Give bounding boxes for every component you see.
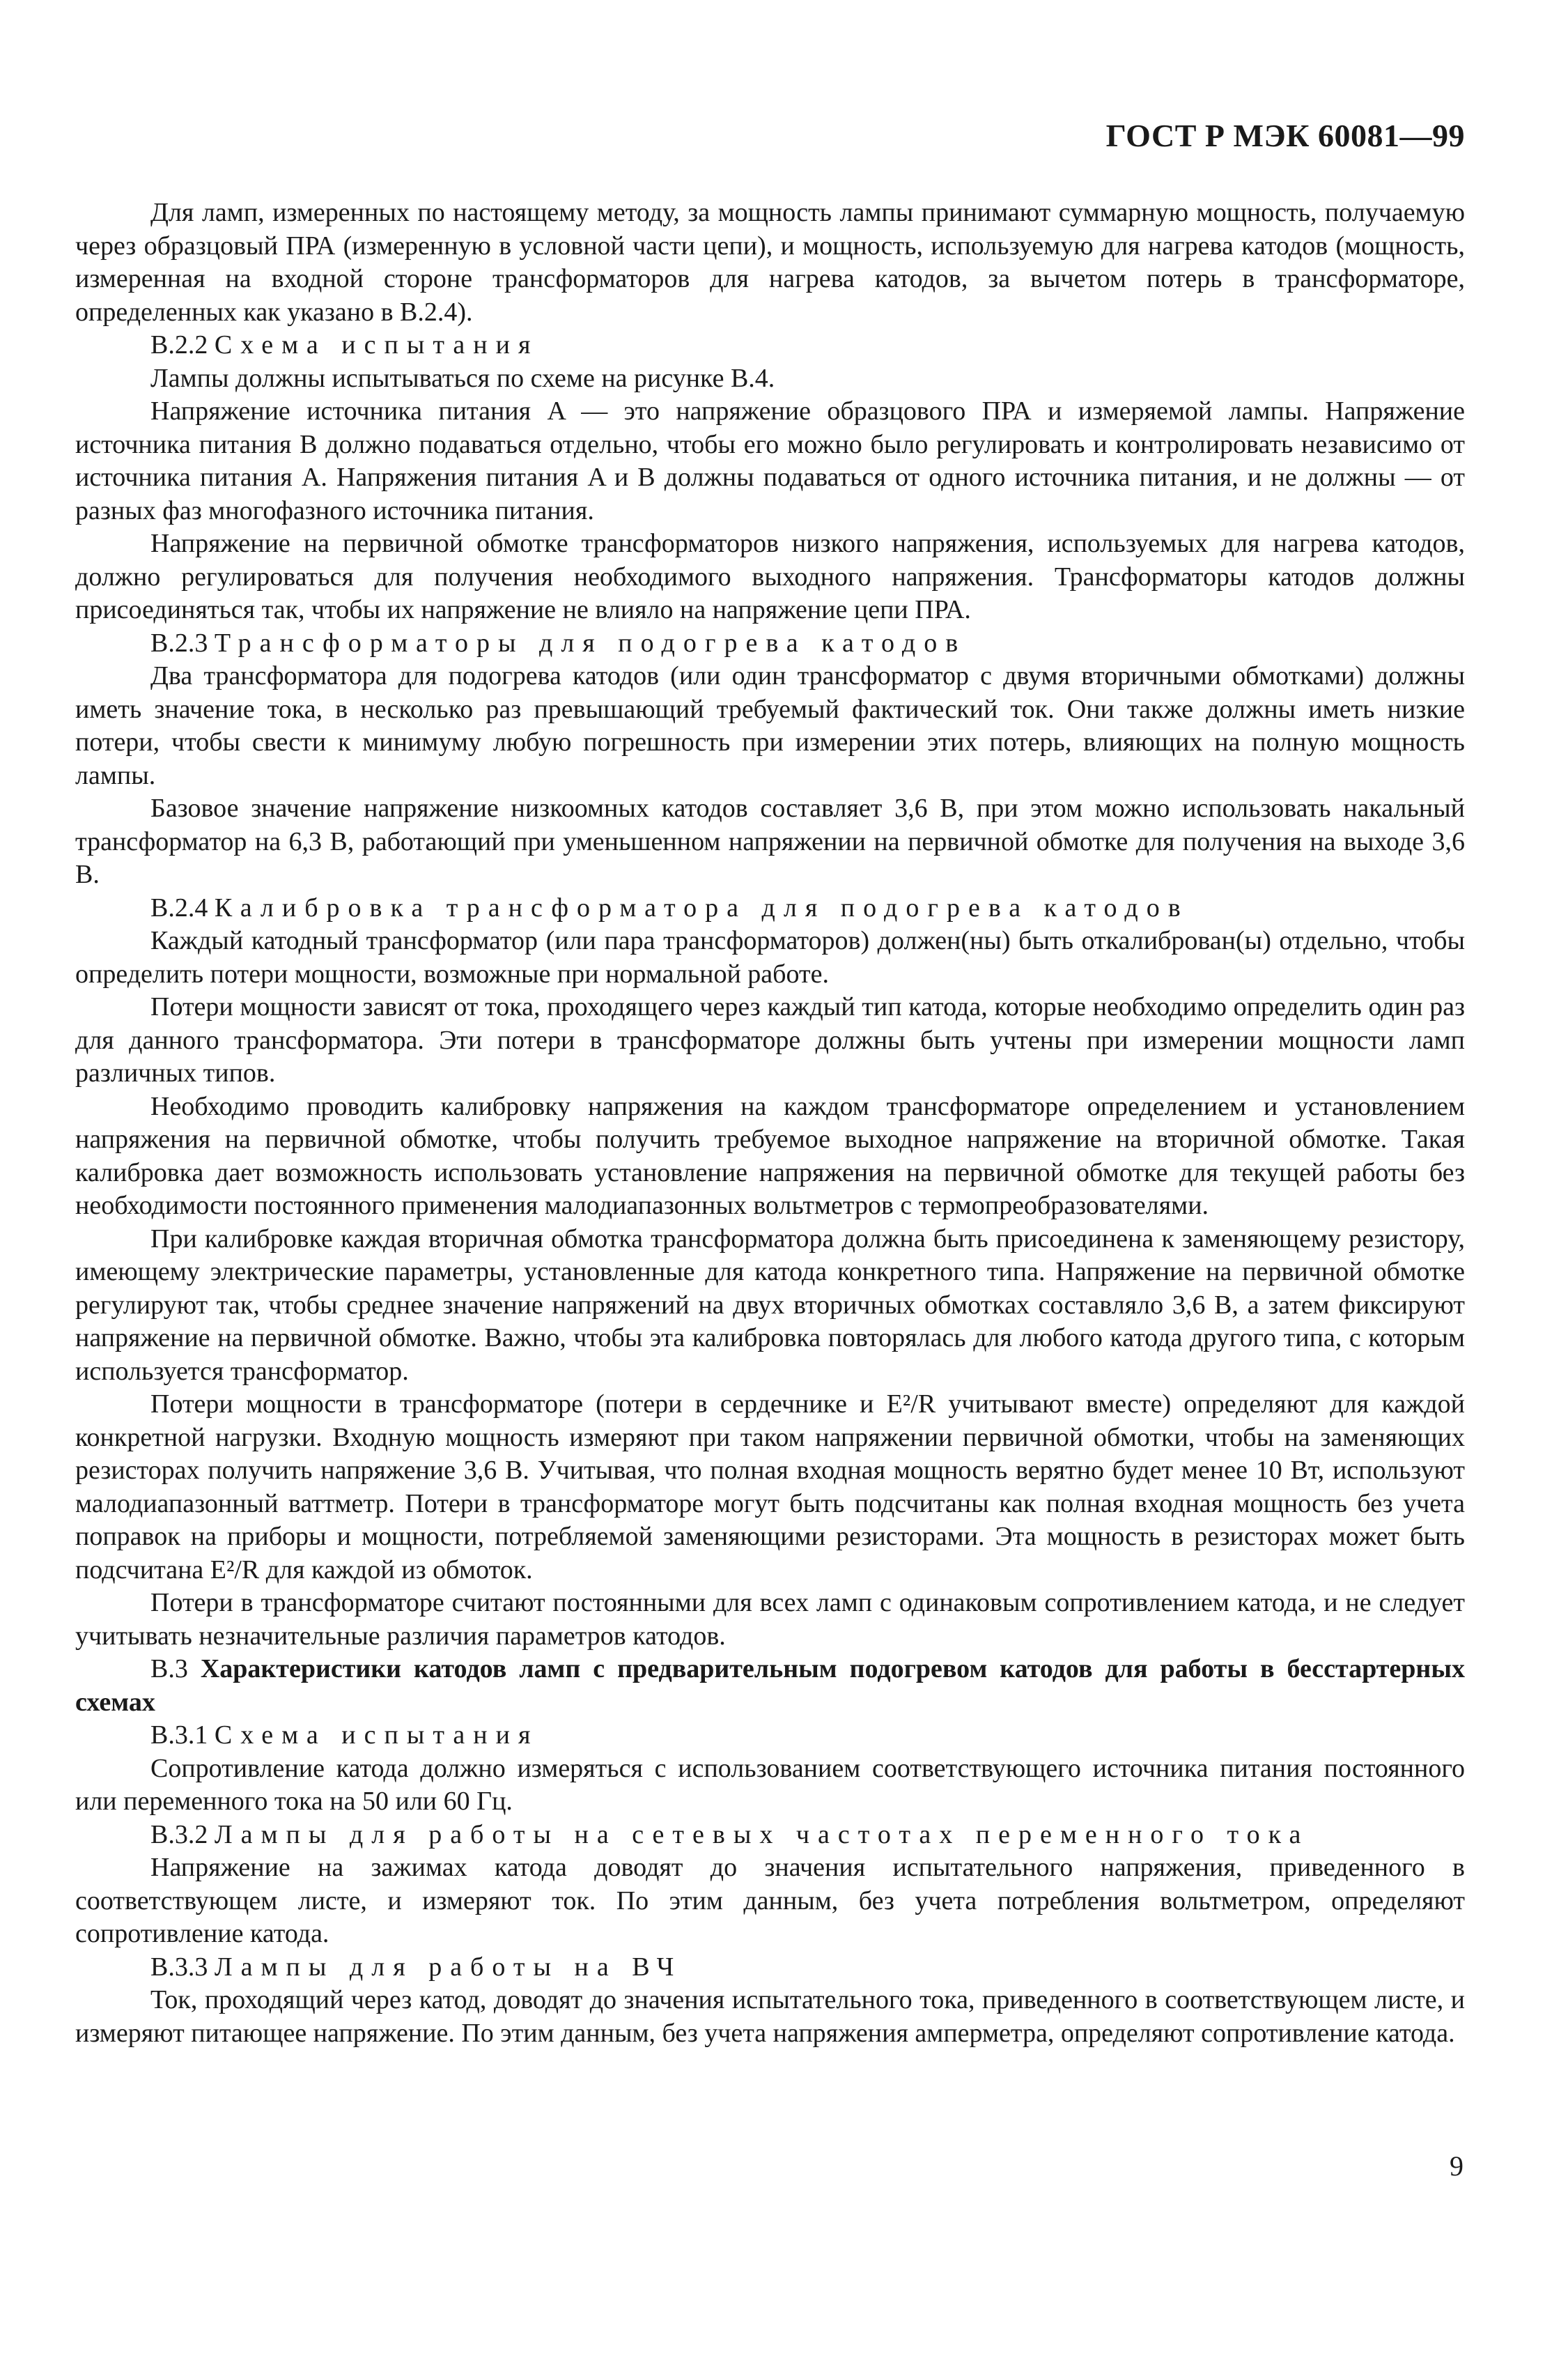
section-heading-b24 xyxy=(75,892,1465,925)
paragraph: Два трансформатора для подогрева катодов (или один трансформатор с двумя вторичными обмотками) должны иметь значение тока, в несколько раз превышающий требуемый фактический ток. Они также должны иметь низкие потери, чтобы свести к минимуму любую погрешность при измерении этих потерь, влияющих на полную мощность лампы. xyxy=(75,661,1465,790)
section-number: В.3.3 xyxy=(150,1952,208,1982)
section-title: Трансформаторы для подогрева катодов xyxy=(214,628,967,658)
section-heading-b32 xyxy=(75,1819,1465,1852)
section-title: Калибровка трансформатора для подогрева катодов xyxy=(214,893,1189,923)
section-number: В.3 xyxy=(150,1654,188,1683)
paragraph: Потери в трансформаторе считают постоянными для всех ламп с одинаковым сопротивлением катода, и не следует учитывать незначительные различия параметров катодов. xyxy=(75,1588,1465,1651)
paragraph: Для ламп, измеренных по настоящему методу, за мощность лампы принимают суммарную мощность, получаемую через образцовый ПРА (измеренную в условной части цепи), и мощность, используемую для нагрева катодов (мощность, измеренная на входной стороне трансформаторов для нагрева катодов, за вычетом потерь в трансформаторе, определенных как указано в В.2.4). xyxy=(75,198,1465,327)
paragraph: Напряжение на зажимах катода доводят до значения испытательного напряжения, приведенного в соответствующем листе, и измеряют ток. По этим данным, без учета потребления вольтметром, определяют сопротивление катода. xyxy=(75,1853,1465,1948)
section-heading-b3 xyxy=(75,1653,1465,1719)
section-title: Характеристики катодов ламп с предварительным подогревом катодов для работы в бесстартерных схемах xyxy=(75,1654,1465,1717)
section-title: Лампы для работы на сетевых частотах переменного тока xyxy=(214,1819,1310,1849)
section-title: Схема испытания xyxy=(214,330,539,360)
section-heading-b33 xyxy=(75,1951,1465,1984)
paragraph: Потери мощности зависят от тока, проходящего через каждый тип катода, которые необходимо определить один раз для данного трансформатора. Эти потери в трансформаторе должны быть учтены при измерении мощности ламп различных типов. xyxy=(75,992,1465,1088)
paragraph: Необходимо проводить калибровку напряжения на каждом трансформаторе определением и установлением напряжения на первичной обмотке, чтобы получить требуемое выходное напряжение на вторичной обмотке. Такая калибровка дает возможность использовать установление напряжения на первичной обмотке для текущей работы без необходимости постоянного применения малодиапазонных вольтметров с термопреобразователями. xyxy=(75,1091,1465,1220)
page-number: 9 xyxy=(1450,2150,1464,2182)
paragraph: Напряжение источника питания A — это напряжение образцового ПРА и измеряемой лампы. Напряжение источника питания B должно подаваться отдельно, чтобы его можно было регулировать и контролировать независимо от источника питания A. Напряжения питания A и B должны подаваться от одного источника питания, и не должны — от разных фаз многофазного источника питания. xyxy=(75,396,1465,525)
section-number: В.3.1 xyxy=(150,1720,208,1750)
document-header: ГОСТ Р МЭК 60081—99 xyxy=(1105,118,1465,153)
section-heading-b31 xyxy=(75,1719,1465,1752)
document-body xyxy=(75,196,1465,2050)
section-heading-b23 xyxy=(75,627,1465,661)
section-title: Схема испытания xyxy=(214,1720,539,1750)
section-number: В.2.2 xyxy=(150,330,208,360)
paragraph: Напряжение на первичной обмотке трансформаторов низкого напряжения, используемых для нагрева катодов, должно регулироваться для получения необходимого выходного напряжения. Трансформаторы катодов должны присоединяться так, чтобы их напряжение не влияло на напряжение цепи ПРА. xyxy=(75,529,1465,624)
paragraph: Каждый катодный трансформатор (или пара трансформаторов) должен(ны) быть откалиброван(ы) отдельно, чтобы определить потери мощности, возможные при нормальной работе. xyxy=(75,926,1465,989)
section-number: В.2.4 xyxy=(150,893,208,923)
paragraph: Сопротивление катода должно измеряться с использованием соответствующего источника питания постоянного или переменного тока на 50 или 60 Гц. xyxy=(75,1753,1465,1816)
paragraph: Лампы должны испытываться по схеме на рисунке В.4. xyxy=(150,363,775,393)
section-heading-b22 xyxy=(75,329,1465,362)
paragraph: При калибровке каждая вторичная обмотка трансформатора должна быть присоединена к заменяющему резистору, имеющему электрические параметры, установленные для катода конкретного типа. Напряжение на первичной обмотке регулируют так, чтобы среднее значение напряжений на двух вторичных обмотках составляло 3,6 В, а затем фиксируют напряжение на первичной обмотке. Важно, чтобы эта калибровка повторялась для любого катода другого типа, с которым используется трансформатор. xyxy=(75,1224,1465,1386)
section-title: Лампы для работы на ВЧ xyxy=(214,1952,683,1982)
section-number: В.2.3 xyxy=(150,628,208,658)
paragraph: Потери мощности в трансформаторе (потери в сердечнике и E²/R учитывают вместе) определяют для каждой конкретной нагрузки. Входную мощность измеряют при таком напряжении первичной обмотки, чтобы на заменяющих резисторах получить напряжение 3,6 В. Учитывая, что полная входная мощность верятно будет менее 10 Вт, используют малодиапазонный ваттметр. Потери в трансформаторе могут быть подсчитаны как полная входная мощность без учета поправок на приборы и мощности, потребляемой заменяющими резисторами. Эта мощность в резисторах может быть подсчитана E²/R для каждой из обмоток. xyxy=(75,1389,1465,1585)
section-number: В.3.2 xyxy=(150,1819,208,1849)
paragraph: Ток, проходящий через катод, доводят до значения испытательного тока, приведенного в соответствующем листе, и измеряют питающее напряжение. По этим данным, без учета напряжения амперметра, определяют сопротивление катода. xyxy=(75,1985,1465,2048)
paragraph: Базовое значение напряжение низкоомных катодов составляет 3,6 В, при этом можно использовать накальный трансформатор на 6,3 В, работающий при уменьшенном напряжении на первичной обмотке для получения на выходе 3,6 В. xyxy=(75,794,1465,889)
